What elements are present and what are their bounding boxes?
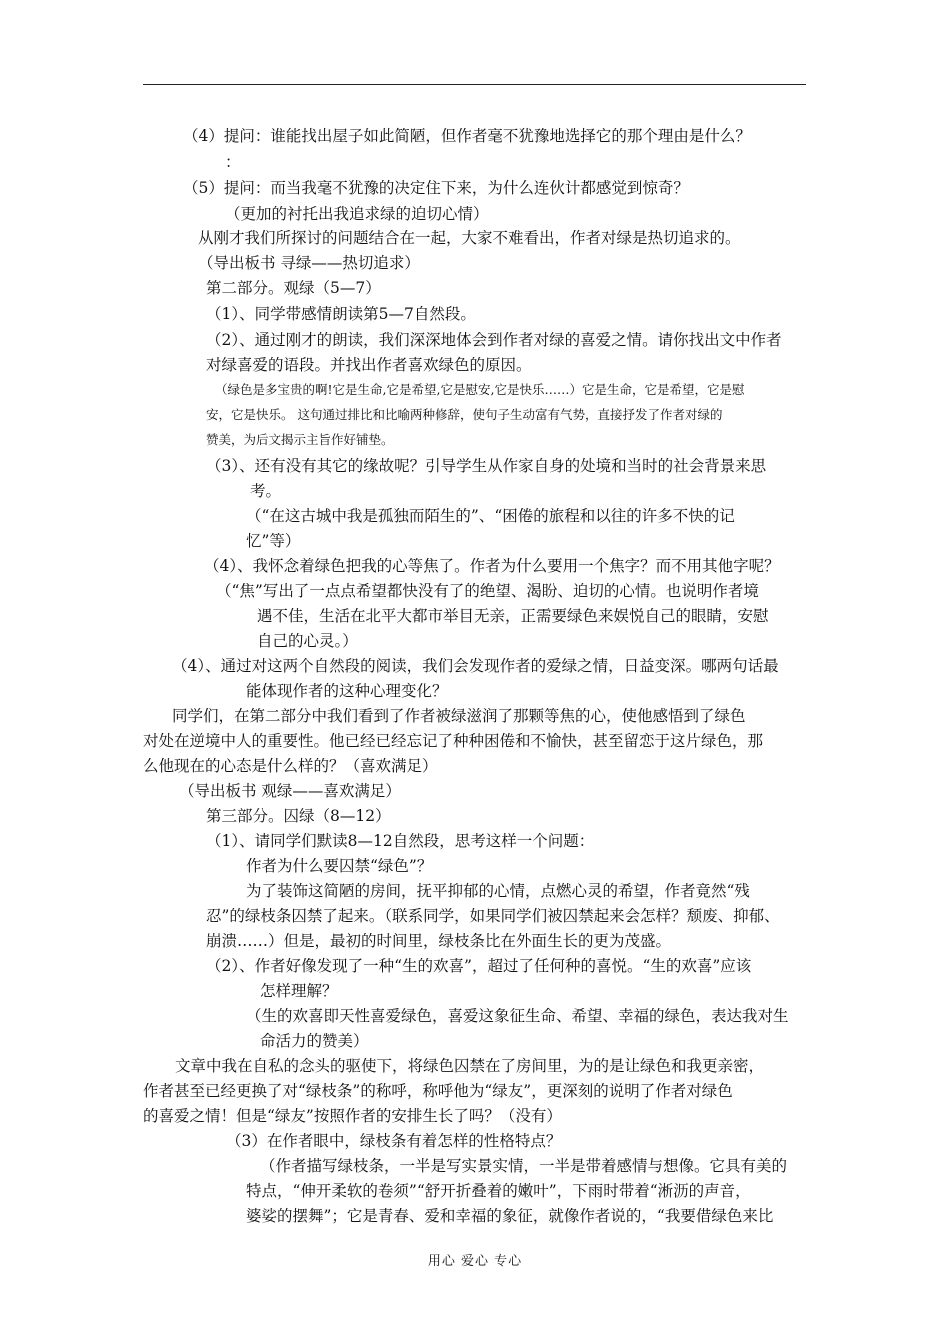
text-line: （绿色是多宝贵的啊!它是生命,它是希望,它是慰安,它是快乐……）它是生命，它是希望，它是慰 — [215, 382, 745, 397]
text-line: 对绿喜爱的语段。并找出作者喜欢绿色的原因。 — [206, 356, 532, 374]
text-line: 么他现在的心态是什么样的？（喜欢满足） — [143, 757, 438, 775]
text-line: 考。 — [250, 482, 282, 500]
text-line: （“在这古城中我是孤独而陌生的”、“困倦的旅程和以往的许多不快的记 — [246, 507, 735, 525]
text-line: 同学们，在第二部分中我们看到了作者被绿滋润了那颗等焦的心，使他感悟到了绿色 — [172, 707, 746, 725]
text-line: 作者甚至已经更换了对“绿枝条”的称呼，称呼他为“绿友”，更深刻的说明了作者对绿色 — [143, 1082, 733, 1100]
text-line: 的喜爱之情！但是“绿友”按照作者的安排生长了吗？（没有） — [143, 1107, 562, 1125]
text-line: 遇不佳，生活在北平大都市举目无亲，正需要绿色来娱悦自己的眼睛，安慰 — [257, 607, 769, 625]
text-line: 特点，“伸开柔软的卷须”“舒开折叠着的嫩叶”，下雨时带着“淅沥的声音， — [246, 1182, 751, 1200]
text-line: （2）、作者好像发现了一种“生的欢喜”，超过了任何种的喜悦。“生的欢喜”应该 — [206, 957, 752, 975]
text-line: 能体现作者的这种心理变化？ — [246, 682, 448, 700]
text-line: （5）提问：而当我毫不犹豫的决定住下来，为什么连伙计都感觉到惊奇？ — [183, 179, 689, 197]
text-line: 为了装饰这简陋的房间，抚平抑郁的心情，点燃心灵的希望，作者竟然“残 — [246, 882, 750, 900]
text-line: （更加的衬托出我追求绿的迫切心情） — [225, 205, 489, 223]
text-line: 怎样理解？ — [260, 982, 338, 1000]
text-line: 崩溃……）但是，最初的时间里，绿枝条比在外面生长的更为茂盛。 — [206, 932, 672, 950]
section-heading: 第三部分。囚绿（8—12） — [206, 807, 391, 825]
text-line: （“焦”写出了一点点希望都快没有了的绝望、渴盼、迫切的心情。也说明作者境 — [216, 582, 759, 600]
text-line: （1）、请同学们默读8—12自然段，思考这样一个问题： — [206, 832, 595, 850]
text-line: （3）、还有没有其它的缘故呢？引导学生从作家自身的处境和当时的社会背景来思 — [206, 457, 767, 475]
text-line: （3）在作者眼中，绿枝条有着怎样的性格特点？ — [226, 1132, 562, 1150]
text-line: 自己的心灵。） — [257, 632, 358, 650]
page-footer: 用心 爱心 专心 — [427, 1254, 523, 1269]
text-line: （4）、通过对这两个自然段的阅读，我们会发现作者的爱绿之情，日益变深。哪两句话最 — [172, 657, 779, 675]
text-line: 婆娑的摆舞”；它是青春、爱和幸福的象征，就像作者说的，“我要借绿色来比 — [246, 1207, 774, 1225]
text-line: ： — [225, 153, 241, 171]
text-line: （2）、通过刚才的朗读，我们深深地体会到作者对绿的喜爱之情。请你找出文中作者 — [206, 331, 782, 349]
text-line: 对处在逆境中人的重要性。他已经已经忘记了种种困倦和不愉快，甚至留恋于这片绿色，那 — [143, 732, 764, 750]
text-line: （作者描写绿枝条，一半是写实景实情，一半是带着感情与想像。它具有美的 — [260, 1157, 788, 1175]
text-line: （导出板书 寻绿——热切追求） — [198, 254, 420, 272]
text-line: 从刚才我们所探讨的问题结合在一起，大家不难看出，作者对绿是热切追求的。 — [198, 229, 741, 247]
text-line: （4）、我怀念着绿色把我的心等焦了。作者为什么要用一个焦字？而不用其他字呢？ — [204, 557, 780, 575]
text-line: 文章中我在自私的念头的驱使下，将绿色囚禁在了房间里，为的是让绿色和我更亲密， — [175, 1057, 765, 1075]
section-heading: 第二部分。观绿（5—7） — [206, 279, 381, 297]
text-line: 安，它是快乐。 这句通过排比和比喻两种修辞，使句子生动富有气势，直接抒发了作者对绿的 — [206, 407, 723, 422]
text-line: （生的欢喜即天性喜爱绿色，喜爱这象征生命、希望、幸福的绿色，表达我对生 — [246, 1007, 789, 1025]
text-line: （1）、同学带感情朗读第5—7自然段。 — [206, 305, 476, 323]
text-line: （导出板书 观绿——喜欢满足） — [179, 782, 401, 800]
text-line: （4）提问：谁能找出屋子如此简陋，但作者毫不犹豫地选择它的那个理由是什么？ — [183, 127, 751, 145]
text-line: 赞美，为后文揭示主旨作好铺垫。 — [206, 432, 394, 447]
text-line: 忍”的绿枝条囚禁了起来。（联系同学，如果同学们被囚禁起来会怎样？颓废、抑郁、 — [206, 907, 780, 925]
text-line: 命活力的赞美） — [260, 1032, 369, 1050]
text-line: 作者为什么要囚禁“绿色”？ — [246, 857, 433, 875]
text-line: 忆”等） — [246, 532, 301, 550]
header-rule — [143, 84, 806, 85]
